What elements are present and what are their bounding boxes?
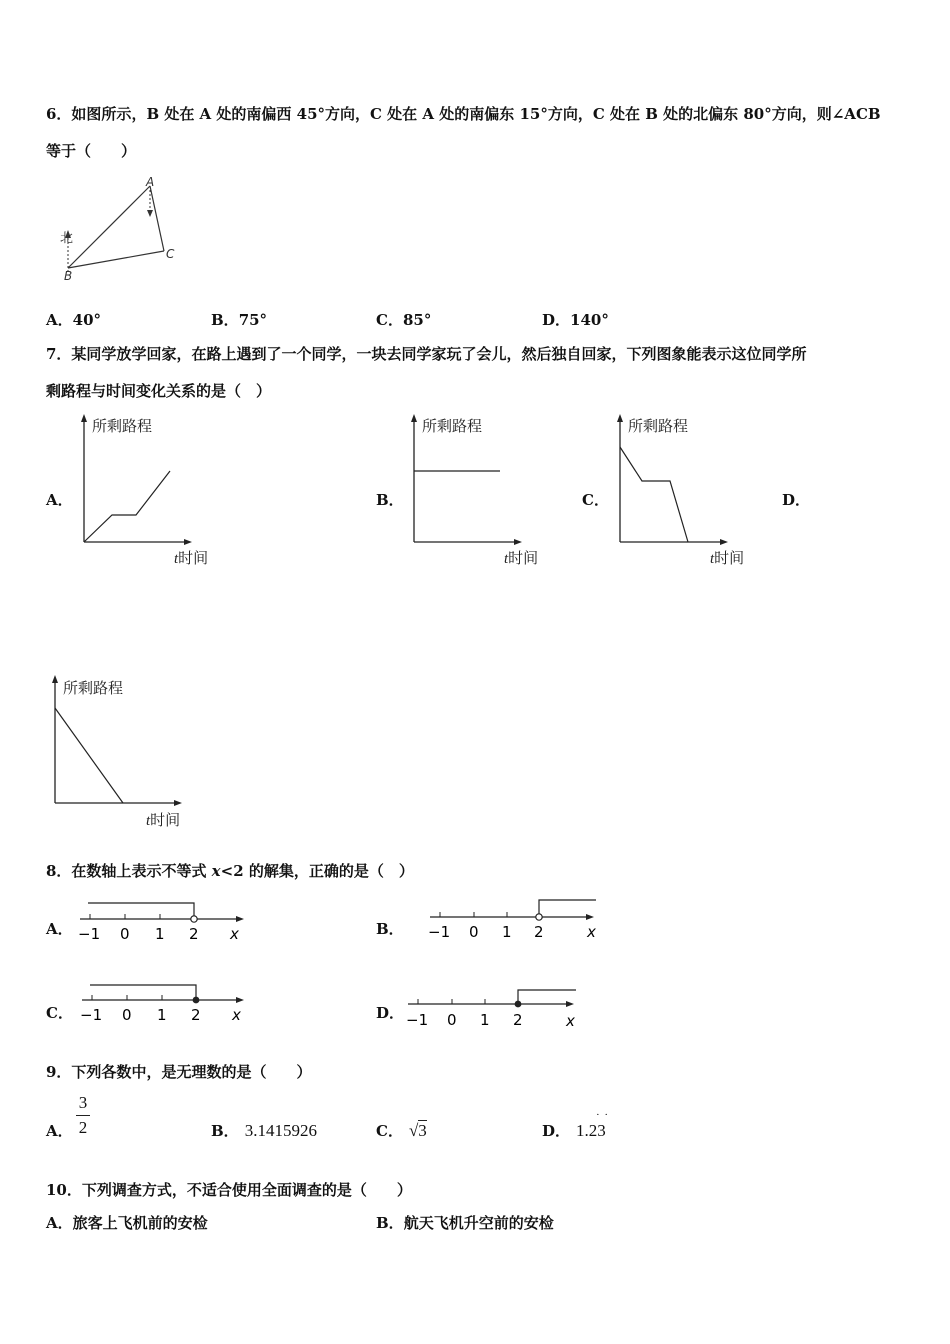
q8-stem: 8．在数轴上表示不等式 x<2 的解集，正确的是（ ）	[46, 862, 414, 880]
q9-option-c[interactable]: C． √3	[376, 1121, 427, 1140]
y-axis-arrow-icon	[617, 414, 623, 422]
y-axis-arrow-icon	[411, 414, 417, 422]
tick-label: −1	[78, 925, 101, 943]
q7-option-b[interactable]: B．	[376, 491, 404, 509]
q6-option-b[interactable]: B．75°	[211, 311, 268, 329]
tick-label: 0	[122, 1006, 132, 1024]
filled-dot-icon	[515, 1001, 522, 1008]
tick-label: −1	[428, 923, 451, 941]
y-axis-arrow-icon	[81, 414, 87, 422]
axis-var-label: x	[230, 925, 239, 943]
q9-option-d[interactable]: D． 1.23 · ·	[542, 1109, 610, 1140]
q7-graph-b	[404, 412, 554, 572]
q8-option-b[interactable]: B．	[376, 920, 404, 938]
q8-option-c[interactable]: C．	[46, 1004, 73, 1022]
y-axis-label: 所剩路程	[92, 417, 153, 435]
tick-label: 2	[534, 923, 544, 941]
y-axis-label: 所剩路程	[63, 679, 124, 697]
tick-label: 1	[502, 923, 512, 941]
q10-option-b[interactable]: B．航天飞机升空前的安检	[376, 1214, 554, 1232]
y-axis-label: 所剩路程	[422, 417, 483, 435]
tick-label: 1	[480, 1011, 490, 1029]
q6-option-c[interactable]: C．85°	[376, 311, 432, 329]
q7-option-d[interactable]: D．	[782, 491, 811, 509]
tick-label: 0	[120, 925, 130, 943]
axis-arrow-icon	[236, 997, 244, 1003]
q8-numberline-d	[402, 980, 582, 1032]
tick-label: 0	[469, 923, 479, 941]
q6-option-a[interactable]: A．40°	[46, 311, 102, 329]
axis-arrow-icon	[586, 914, 594, 920]
q6-figure	[52, 172, 192, 287]
x-axis-arrow-icon	[514, 539, 522, 545]
solution-ray	[88, 903, 194, 916]
x-axis-label: t时间	[146, 811, 181, 829]
graph-d-line	[55, 708, 123, 803]
point-c-label: C	[166, 247, 175, 261]
open-circle-icon	[536, 914, 542, 920]
x-axis-arrow-icon	[174, 800, 182, 806]
x-axis-arrow-icon	[184, 539, 192, 545]
q9-stem: 9．下列各数中，是无理数的是（ ）	[46, 1063, 312, 1081]
tick-label: 1	[155, 925, 165, 943]
q7-option-c[interactable]: C．	[582, 491, 609, 509]
axis-var-label: x	[587, 923, 596, 941]
q7-graph-d	[45, 673, 195, 833]
q8-numberline-a	[74, 895, 254, 947]
axis-arrow-icon	[236, 916, 244, 922]
solution-ray	[90, 985, 196, 1000]
point-b-label: B	[64, 269, 73, 283]
x-axis-label: t时间	[504, 549, 539, 567]
q7-stem-line2: 剩路程与时间变化关系的是（ ）	[46, 382, 272, 400]
tick-label: 2	[513, 1011, 523, 1029]
q9-option-b[interactable]: B． 3.1415926	[211, 1121, 317, 1140]
q6-stem-line1: 6．如图所示，B 处在 A 处的南偏西 45°方向，C 处在 A 处的南偏东 15°方向，C 处在 B 处的北偏东 80°方向，则∠ACB	[46, 105, 881, 123]
q8-option-a[interactable]: A．	[46, 920, 73, 938]
point-a-label: A	[146, 175, 155, 189]
q6-option-d[interactable]: D．140°	[542, 311, 609, 329]
fraction-denominator: 2	[78, 1118, 88, 1137]
sqrt-symbol: √3	[408, 1121, 427, 1140]
q6-stem-line2: 等于（ ）	[46, 142, 137, 160]
tick-label: −1	[406, 1011, 429, 1029]
graph-a-line	[84, 471, 170, 542]
x-axis-arrow-icon	[720, 539, 728, 545]
tick-label: −1	[80, 1006, 103, 1024]
y-axis-arrow-icon	[52, 675, 58, 683]
q9-option-a[interactable]: A．	[46, 1122, 73, 1140]
segment-ac	[150, 186, 164, 251]
q7-option-a[interactable]: A．	[46, 491, 73, 509]
q8-option-d[interactable]: D．	[376, 1004, 405, 1022]
axis-var-label: x	[232, 1006, 241, 1024]
axis-var-label: x	[566, 1012, 575, 1030]
x-axis-label: t时间	[710, 549, 745, 567]
q7-stem-line1: 7．某同学放学回家，在路上遇到了一个同学，一块去同学家玩了会儿，然后独自回家，下列图象能表示这位同学所	[46, 345, 807, 363]
q7-graph-a	[74, 412, 224, 572]
q8-numberline-b	[422, 893, 602, 945]
q10-option-a[interactable]: A．旅客上飞机前的安检	[46, 1214, 208, 1232]
q8-numberline-c	[74, 976, 254, 1028]
tick-label: 1	[157, 1006, 167, 1024]
solution-ray	[539, 900, 596, 914]
south-arrow-icon	[147, 210, 153, 217]
tick-label: 2	[191, 1006, 201, 1024]
tick-label: 2	[189, 925, 199, 943]
north-label: 北	[60, 231, 74, 246]
tick-label: 0	[447, 1011, 457, 1029]
repeating-decimal: 1.23 · ·	[576, 1109, 610, 1140]
open-circle-icon	[191, 916, 197, 922]
fraction	[76, 1093, 90, 1138]
graph-c-line	[620, 447, 688, 542]
x-axis-label: t时间	[174, 549, 209, 567]
fraction-bar	[76, 1115, 90, 1116]
y-axis-label: 所剩路程	[628, 417, 689, 435]
axis-arrow-icon	[566, 1001, 574, 1007]
repeat-dots: · ·	[596, 1109, 610, 1121]
q10-stem: 10．下列调查方式，不适合使用全面调查的是（ ）	[46, 1181, 412, 1199]
filled-dot-icon	[193, 997, 200, 1004]
q7-graph-c	[610, 412, 760, 572]
fraction-numerator: 3	[78, 1093, 88, 1112]
